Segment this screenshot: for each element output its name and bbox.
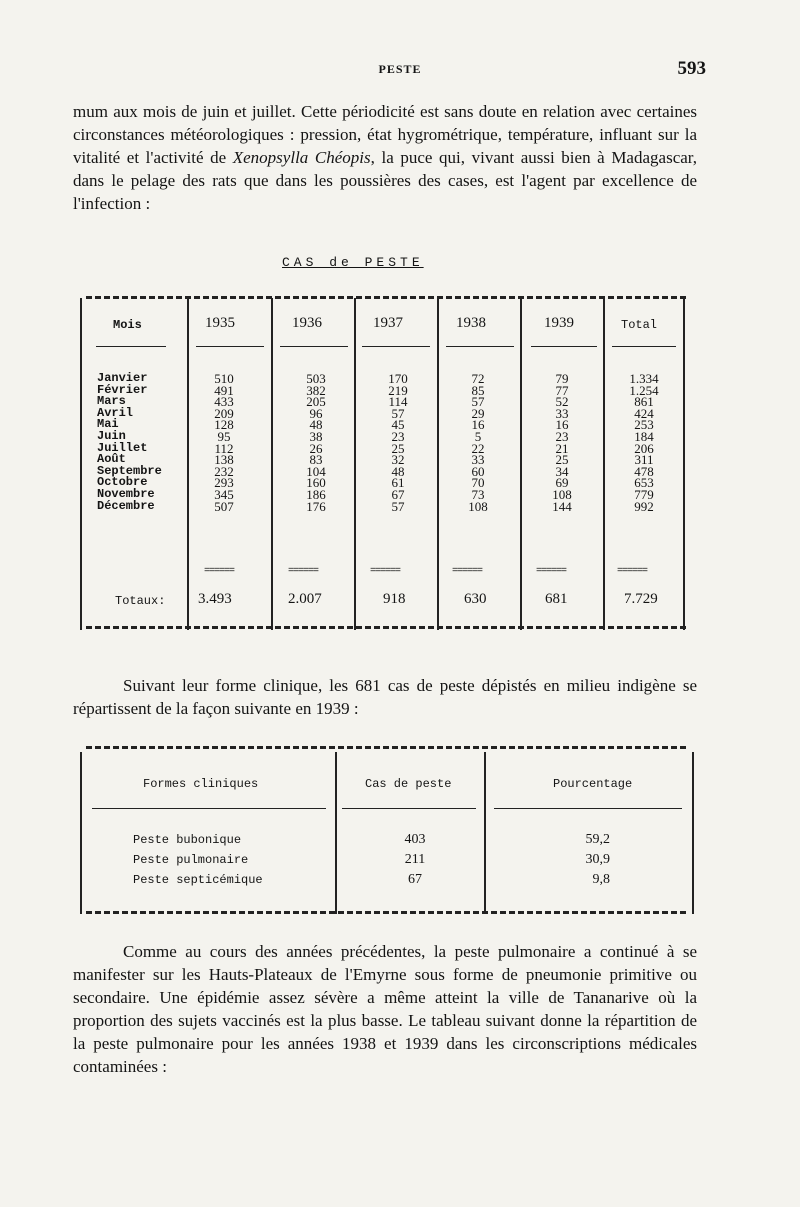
- table-cell: 491: [214, 382, 234, 398]
- pulmonary-plague-paragraph: Comme au cours des années précédentes, la peste pulmonaire a continué à se manifester sur les Hauts-Plateaux de l'Emyrne sous forme de pneumonie primitive ou secondaire. Une épidémie assez sévère a même atteint la ville de Tananarive où la proportion des sujets vaccinés est la plus basse. Le tableau suivant donne la répartition de la peste pulmonaire pour les années 1938 et 1939 dans les circonscriptions médicales contaminées :: [73, 942, 697, 1076]
- table-cell: 85: [471, 382, 485, 398]
- month-label: Avril: [97, 405, 134, 420]
- month-column: [97, 373, 162, 512]
- intro-text-start: mum aux mois de juin et juillet. Cette périodicité est sans doute en relation avec certaines circonstances météorologiques : pression, état hygrométrique, température, influant sur la vitalité et l'activité de: [73, 102, 697, 167]
- table-cell: 73: [471, 486, 485, 502]
- table-cell: 5: [474, 428, 482, 444]
- header-case-count: Cas de peste: [365, 777, 452, 791]
- table-cell: 23: [391, 428, 405, 444]
- month-label: Mars: [97, 394, 126, 409]
- table-right-border: [683, 298, 685, 630]
- table-cell: 83: [309, 452, 323, 468]
- column-divider: [187, 298, 189, 630]
- table-cell: 60: [471, 463, 485, 479]
- table-top-border: [86, 746, 686, 749]
- clinical-form-name: Peste bubonique: [133, 833, 242, 847]
- table-cell: 22: [471, 440, 485, 456]
- month-label: Novembre: [97, 486, 155, 501]
- header-underline: [494, 808, 682, 809]
- header-underline: [612, 346, 676, 347]
- column-divider: [484, 752, 486, 914]
- table-cell: 311: [634, 452, 654, 468]
- table-cell: 57: [391, 498, 405, 514]
- case-count: 403: [404, 832, 426, 847]
- column-divider: [354, 298, 356, 630]
- column-divider: [437, 298, 439, 630]
- header-underline: [196, 346, 264, 347]
- column-divider: [271, 298, 273, 630]
- year-1935-column: [196, 373, 252, 512]
- table-cell: 184: [634, 428, 654, 444]
- total-value: 681: [545, 591, 568, 607]
- table-right-border: [692, 752, 694, 914]
- header-year: 1936: [292, 315, 322, 331]
- table-cell: 478: [634, 463, 654, 479]
- table-cell: 160: [306, 475, 326, 491]
- percentage-value: 30,9: [585, 852, 610, 867]
- header-underline: [92, 808, 326, 809]
- sum-separator: ======: [452, 566, 483, 577]
- table-cell: 144: [552, 498, 572, 514]
- month-label: Septembre: [97, 463, 162, 478]
- table-cell: 510: [214, 371, 234, 386]
- header-total: Total: [621, 318, 658, 332]
- case-count: 67: [408, 872, 422, 887]
- table-cell: 779: [634, 486, 654, 502]
- table-cell: 503: [306, 371, 326, 386]
- table-cell: 38: [309, 428, 323, 444]
- table-cell: 253: [634, 417, 654, 433]
- header-underline: [446, 346, 514, 347]
- table-cell: 33: [555, 405, 569, 421]
- table-left-border: [80, 298, 82, 630]
- table-cell: 176: [306, 498, 326, 514]
- table-cell: 382: [306, 382, 326, 398]
- header-underline: [362, 346, 430, 347]
- table-cell: 138: [214, 452, 234, 468]
- table-cell: 112: [214, 440, 234, 456]
- year-1936-column: [290, 373, 342, 512]
- table-cell: 34: [555, 463, 569, 479]
- table-bottom-border: [86, 626, 686, 629]
- table-cell: 16: [555, 417, 569, 433]
- table-cell: 219: [388, 382, 408, 398]
- header-year: 1939: [544, 315, 574, 331]
- header-underline: [280, 346, 348, 347]
- table-cell: 128: [214, 417, 234, 433]
- month-label: Octobre: [97, 475, 148, 490]
- table-cell: 45: [391, 417, 405, 433]
- table-cell: 29: [471, 405, 485, 421]
- sum-separator: ======: [617, 566, 648, 577]
- month-label: Janvier: [97, 371, 148, 385]
- percentage-value: 59,2: [585, 832, 610, 847]
- table-cell: 170: [388, 371, 408, 386]
- table-top-border: [86, 296, 686, 299]
- month-label: Décembre: [97, 498, 155, 513]
- table-cell: 70: [471, 475, 485, 491]
- table-cell: 69: [555, 475, 569, 491]
- table-cell: 507: [214, 498, 234, 514]
- table-cell: 79: [555, 371, 569, 386]
- table-cell: 186: [306, 486, 326, 502]
- year-1937-column: [372, 373, 424, 512]
- total-value: 7.729: [624, 591, 658, 607]
- table-cell: 424: [634, 405, 654, 421]
- sum-separator: ======: [204, 566, 235, 577]
- table-cell: 205: [306, 394, 326, 410]
- intro-paragraph: [73, 100, 697, 215]
- table-cell: 61: [391, 475, 405, 491]
- table-cell: 33: [471, 452, 485, 468]
- header-percentage: Pourcentage: [553, 777, 633, 791]
- table-cell: 1.334: [629, 371, 659, 386]
- table-cell: 108: [468, 498, 488, 514]
- clinical-form-name: Peste septicémique: [133, 873, 263, 887]
- sum-separator: ======: [288, 566, 319, 577]
- header-year: 1935: [205, 315, 235, 331]
- table-cell: 114: [388, 394, 408, 410]
- table-cell: 72: [471, 371, 485, 386]
- header-year: 1938: [456, 315, 486, 331]
- table-cell: 21: [555, 440, 569, 456]
- table-plague-cases-title: CAS de PESTE: [282, 255, 424, 270]
- column-divider: [603, 298, 605, 630]
- table-cell: 57: [471, 394, 485, 410]
- table-cell: 108: [552, 486, 572, 502]
- table-cell: 653: [634, 475, 654, 491]
- month-label: Juin: [97, 428, 126, 443]
- table-left-border: [80, 752, 82, 914]
- year-1938-column: [452, 373, 504, 512]
- month-label: Juillet: [97, 440, 148, 455]
- table-cell: 232: [214, 463, 234, 479]
- table-cell: 23: [555, 428, 569, 444]
- table-bottom-border: [86, 911, 686, 914]
- table-cell: 209: [214, 405, 234, 421]
- column-divider: [335, 752, 337, 914]
- clinical-form-name: Peste pulmonaire: [133, 853, 249, 867]
- table-cell: 433: [214, 394, 234, 410]
- total-column: [616, 373, 672, 512]
- table-cell: 26: [309, 440, 323, 456]
- intro-text-end: , la puce qui, vivant aussi bien à Madagascar, dans le pelage des rats que dans les poussières des cases, est l'agent par excellence de l'infection :: [73, 148, 698, 213]
- table-cell: 25: [555, 452, 569, 468]
- sum-separator: ======: [536, 566, 567, 577]
- case-count-column: [390, 830, 440, 890]
- table-cell: 95: [217, 428, 231, 444]
- totals-label: Totaux:: [115, 594, 166, 608]
- percentage-value: 9,8: [592, 872, 610, 887]
- case-count: 211: [404, 852, 426, 867]
- table-cell: 1.254: [629, 382, 659, 398]
- running-header: PESTE: [378, 62, 422, 76]
- clinical-form-column: [133, 830, 263, 890]
- year-1939-column: [536, 373, 588, 512]
- table-cell: 206: [634, 440, 654, 456]
- table-cell: 32: [391, 452, 405, 468]
- table-cell: 48: [391, 463, 405, 479]
- table-cell: 293: [214, 475, 234, 491]
- total-value: 918: [383, 591, 406, 607]
- percentage-column: [560, 830, 610, 890]
- header-underline: [96, 346, 166, 347]
- header-month: Mois: [113, 318, 142, 332]
- sum-separator: ======: [370, 566, 401, 577]
- table-cell: 25: [391, 440, 405, 456]
- table-cell: 52: [555, 394, 569, 410]
- header-underline: [342, 808, 476, 809]
- table-cell: 104: [306, 463, 326, 479]
- table-cell: 96: [309, 405, 323, 421]
- header-underline: [531, 346, 597, 347]
- column-divider: [520, 298, 522, 630]
- month-label: Février: [97, 382, 148, 397]
- table-cell: 57: [391, 405, 405, 421]
- month-label: Mai: [97, 417, 119, 432]
- page-number: 593: [677, 58, 706, 79]
- header-clinical-form: Formes cliniques: [143, 777, 259, 791]
- table-cell: 67: [391, 486, 405, 502]
- table-cell: 48: [309, 417, 323, 433]
- total-value: 2.007: [288, 591, 322, 607]
- total-value: 630: [464, 591, 487, 607]
- table-cell: 992: [634, 498, 654, 514]
- table-cell: 16: [471, 417, 485, 433]
- table-cell: 345: [214, 486, 234, 502]
- table-cell: 861: [634, 394, 654, 410]
- month-label: Août: [97, 452, 126, 467]
- clinical-forms-paragraph: Suivant leur forme clinique, les 681 cas de peste dépistés en milieu indigène se répartissent de la façon suivante en 1939 :: [73, 676, 697, 718]
- total-value: 3.493: [198, 591, 232, 607]
- table-cell: 77: [555, 382, 569, 398]
- species-name: Xenopsylla Chéopis: [232, 148, 371, 167]
- header-year: 1937: [373, 315, 403, 331]
